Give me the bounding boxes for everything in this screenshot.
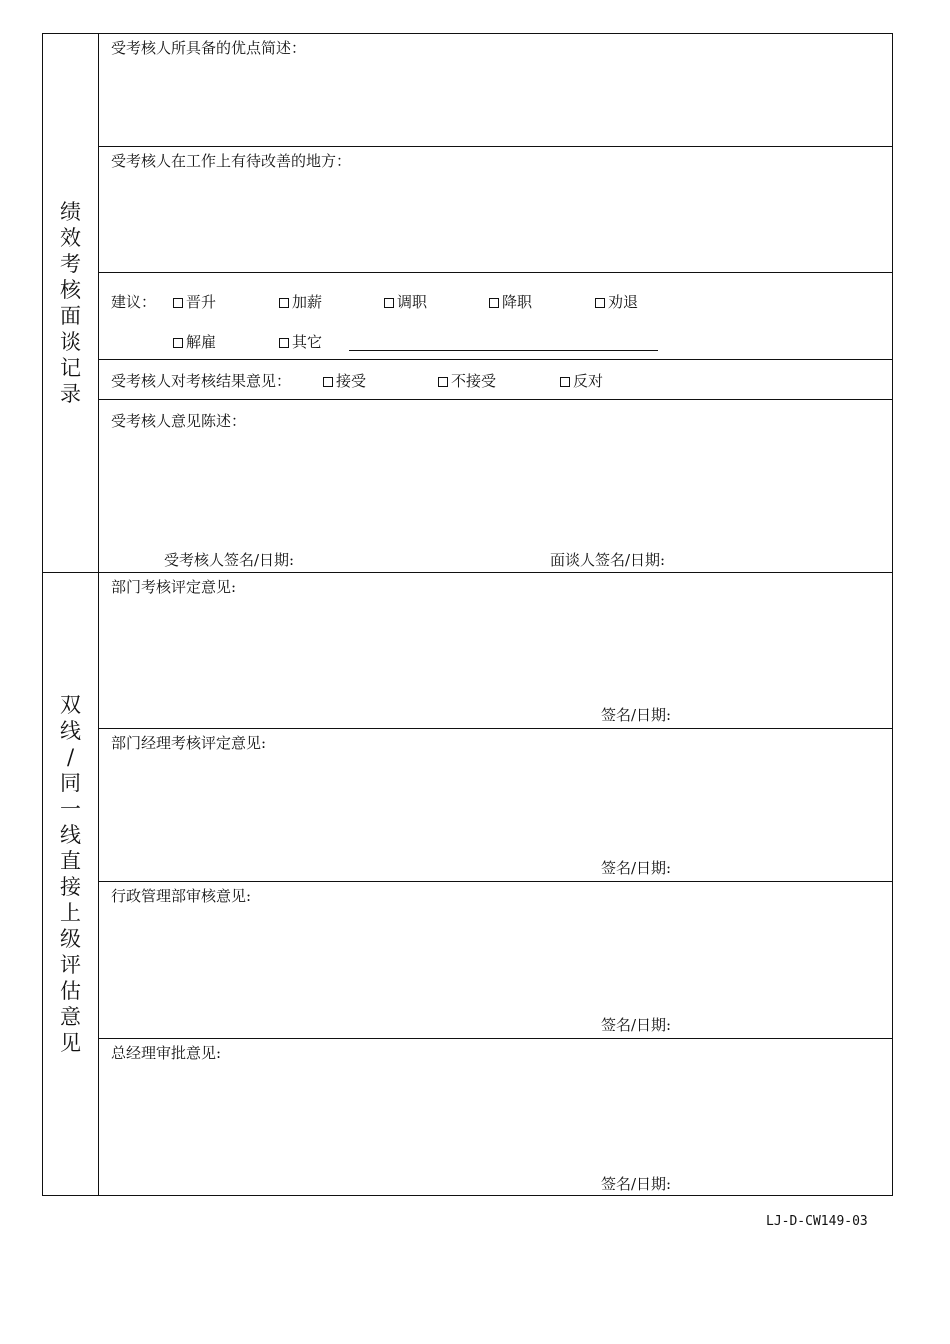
suggestion-option-demotion[interactable]: 降职 <box>489 291 532 312</box>
side-title-char: 同 <box>60 771 81 795</box>
side-title-char: 线 <box>60 719 81 743</box>
side-title-char: / <box>66 745 75 769</box>
signature-date-label: 签名/日期: <box>601 706 672 724</box>
divider <box>98 272 892 273</box>
checkbox[interactable] <box>279 338 289 348</box>
side-title-char: 级 <box>60 927 81 951</box>
checkbox[interactable] <box>438 377 448 387</box>
gm-opinion-label: 总经理审批意见: <box>111 1044 222 1062</box>
label-column-divider <box>98 34 99 1195</box>
side-title-char: 评 <box>60 953 81 977</box>
side-title-char: 效 <box>60 226 81 250</box>
result-option-accept[interactable]: 接受 <box>323 370 366 391</box>
form-code: LJ-D-CW149-03 <box>766 1214 868 1229</box>
signature-date-label: 签名/日期: <box>601 1016 672 1034</box>
side-title-char: 核 <box>60 278 81 302</box>
divider <box>98 399 892 400</box>
side-title-char: 双 <box>60 693 81 717</box>
side-title-char: 意 <box>60 1005 81 1029</box>
side-title-char: 上 <box>60 901 81 925</box>
suggestion-option-other[interactable]: 其它 <box>279 331 322 352</box>
side-title-char: 面 <box>60 304 81 328</box>
suggestion-label: 建议： <box>111 293 157 311</box>
side-title-char: 见 <box>60 1031 81 1055</box>
divider <box>98 728 892 729</box>
divider <box>98 359 892 360</box>
result-option-oppose[interactable]: 反对 <box>560 370 603 391</box>
checkbox[interactable] <box>323 377 333 387</box>
side-title-char: 考 <box>60 252 81 276</box>
result-option-not-accept[interactable]: 不接受 <box>438 370 496 391</box>
divider <box>98 881 892 882</box>
checkbox[interactable] <box>173 298 183 308</box>
suggestion-option-raise[interactable]: 加薪 <box>279 291 322 312</box>
side-title-char: 直 <box>60 849 81 873</box>
statement-label: 受考核人意见陈述： <box>111 412 247 430</box>
interviewer-signature-label: 面谈人签名/日期: <box>550 551 666 569</box>
divider <box>98 1038 892 1039</box>
side-title-char: 记 <box>60 356 81 380</box>
divider <box>98 146 892 147</box>
side-title-char: 绩 <box>60 200 81 224</box>
checkbox[interactable] <box>279 298 289 308</box>
checkbox[interactable] <box>384 298 394 308</box>
suggestion-option-dismiss-advise[interactable]: 劝退 <box>595 291 638 312</box>
checkbox[interactable] <box>173 338 183 348</box>
suggestion-option-transfer[interactable]: 调职 <box>384 291 427 312</box>
suggestion-option-promotion[interactable]: 晋升 <box>173 291 216 312</box>
examinee-signature-label: 受考核人签名/日期: <box>164 551 295 569</box>
section1-side-title <box>43 34 98 572</box>
dept-opinion-label: 部门考核评定意见: <box>111 578 237 596</box>
side-title-char: 线 <box>60 823 81 847</box>
checkbox[interactable] <box>560 377 570 387</box>
side-title-char: 接 <box>60 875 81 899</box>
checkbox[interactable] <box>489 298 499 308</box>
side-title-char: 估 <box>60 979 81 1003</box>
signature-date-label: 签名/日期: <box>601 859 672 877</box>
improvement-label: 受考核人在工作上有待改善的地方： <box>111 152 352 170</box>
appraisal-form <box>42 33 893 1196</box>
section-divider <box>43 572 892 573</box>
section2-side-title <box>43 574 98 1197</box>
result-opinion-label: 受考核人对考核结果意见： <box>111 372 292 390</box>
signature-date-label: 签名/日期: <box>601 1175 672 1193</box>
manager-opinion-label: 部门经理考核评定意见: <box>111 734 267 752</box>
side-title-char: 录 <box>60 382 81 406</box>
suggestion-option-fire[interactable]: 解雇 <box>173 331 216 352</box>
admin-opinion-label: 行政管理部审核意见: <box>111 887 252 905</box>
side-title-char: 谈 <box>60 330 81 354</box>
side-title-char: 一 <box>60 797 81 821</box>
checkbox[interactable] <box>595 298 605 308</box>
strengths-label: 受考核人所具备的优点简述： <box>111 39 307 57</box>
other-fill-in-line[interactable] <box>349 350 658 351</box>
